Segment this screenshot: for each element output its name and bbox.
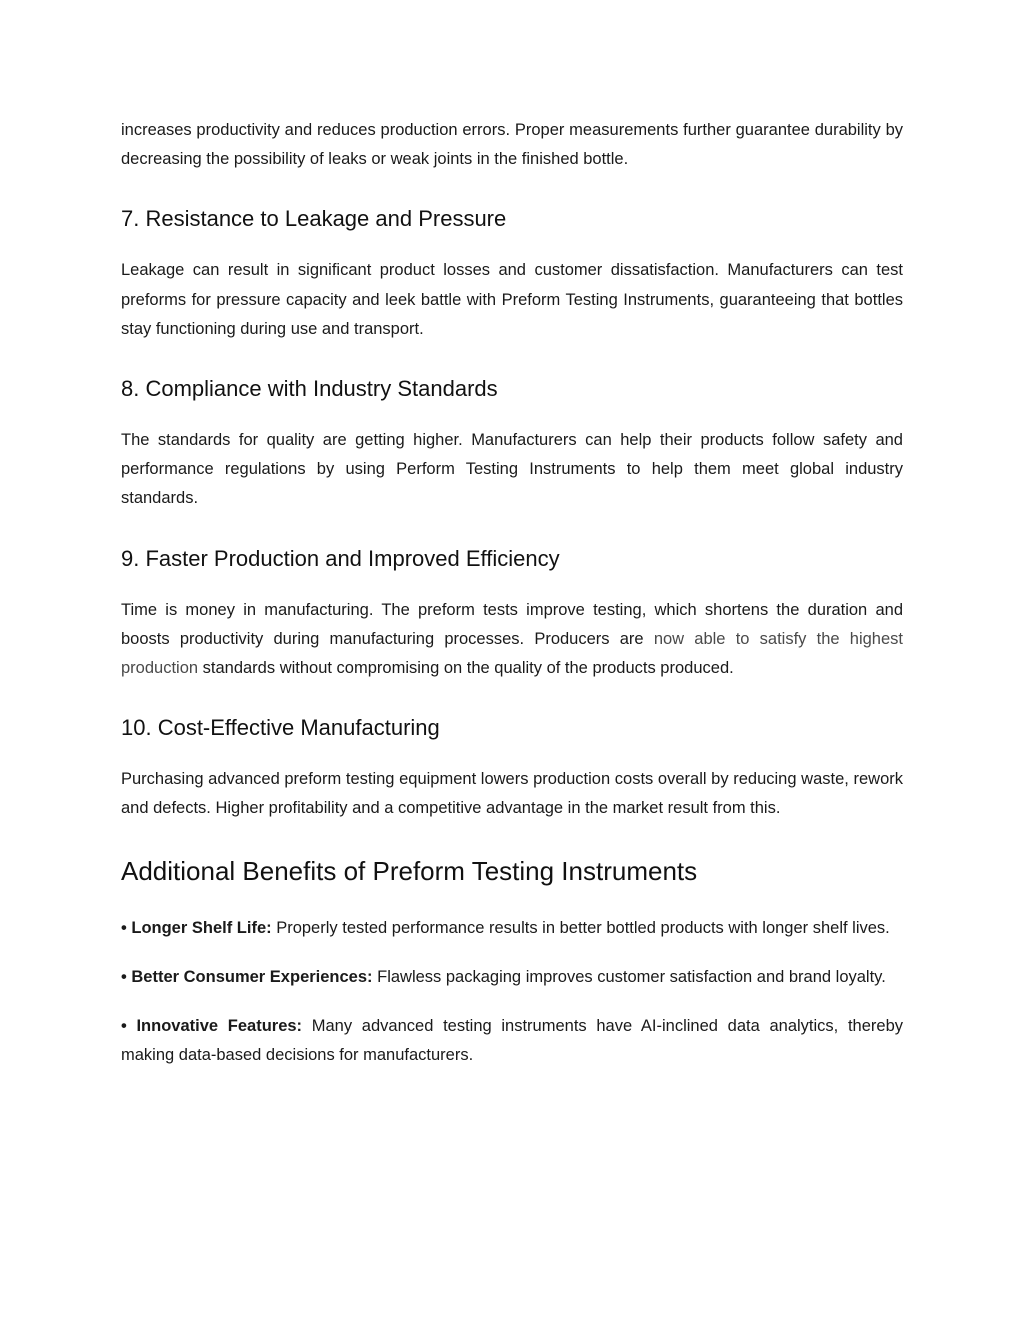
bullet-longer-shelf-life (121, 914, 903, 943)
section-9-heading: 9. Faster Production and Improved Efficiency (121, 545, 560, 571)
bullet-better-consumer-experiences (121, 963, 903, 992)
bullet-text: Properly tested performance results in better bottled products with longer shelf lives. (271, 918, 890, 937)
section-7-paragraph: Leakage can result in significant product losses and customer dissatisfaction. Manufacturers can test preforms for pressure capacity and leek battle with Preform Testing Instruments, guaranteeing that bottles stay functioning during use and transport. (121, 261, 903, 338)
document-page (121, 116, 903, 1070)
bullet-label: • Innovative Features: (121, 1017, 303, 1036)
bullet-text: Flawless packaging improves customer satisfaction and brand loyalty. (372, 967, 886, 986)
section-9-text-end: standards without compromising on the quality of the products produced. (198, 659, 734, 678)
section-8-paragraph: The standards for quality are getting higher. Manufacturers can help their products follow safety and performance regulations by using Perform Testing Instruments to help them meet global industry standards. (121, 431, 903, 508)
bullet-text: Many advanced testing instruments have AI-inclined data analytics, thereby making data-based decisions for manufacturers. (121, 1017, 903, 1065)
section-8-heading: 8. Compliance with Industry Standards (121, 376, 498, 402)
section-10-paragraph: Purchasing advanced preform testing equipment lowers production costs overall by reducing waste, rework and defects. Higher profitability and a competitive advantage in the market result from this. (121, 770, 903, 818)
section-9-text-muted: now able to satisfy the highest production (121, 629, 903, 678)
section-9-paragraph (121, 596, 903, 684)
section-7-heading: 7. Resistance to Leakage and Pressure (121, 206, 507, 232)
additional-benefits-heading: Additional Benefits of Preform Testing Instruments (121, 855, 698, 886)
bullet-label: • Longer Shelf Life: (121, 918, 272, 937)
section-9-text-start: Time is money in manufacturing. The preform tests improve testing, which shortens the duration and boosts productivity during manufacturing processes. Producers are (121, 600, 903, 648)
section-10-heading: 10. Cost-Effective Manufacturing (121, 715, 440, 741)
intro-paragraph: increases productivity and reduces production errors. Proper measurements further guarantee durability by decreasing the possibility of leaks or weak joints in the finished bottle. (121, 121, 903, 169)
bullet-label: • Better Consumer Experiences: (121, 967, 373, 986)
bullet-innovative-features (121, 1012, 903, 1070)
